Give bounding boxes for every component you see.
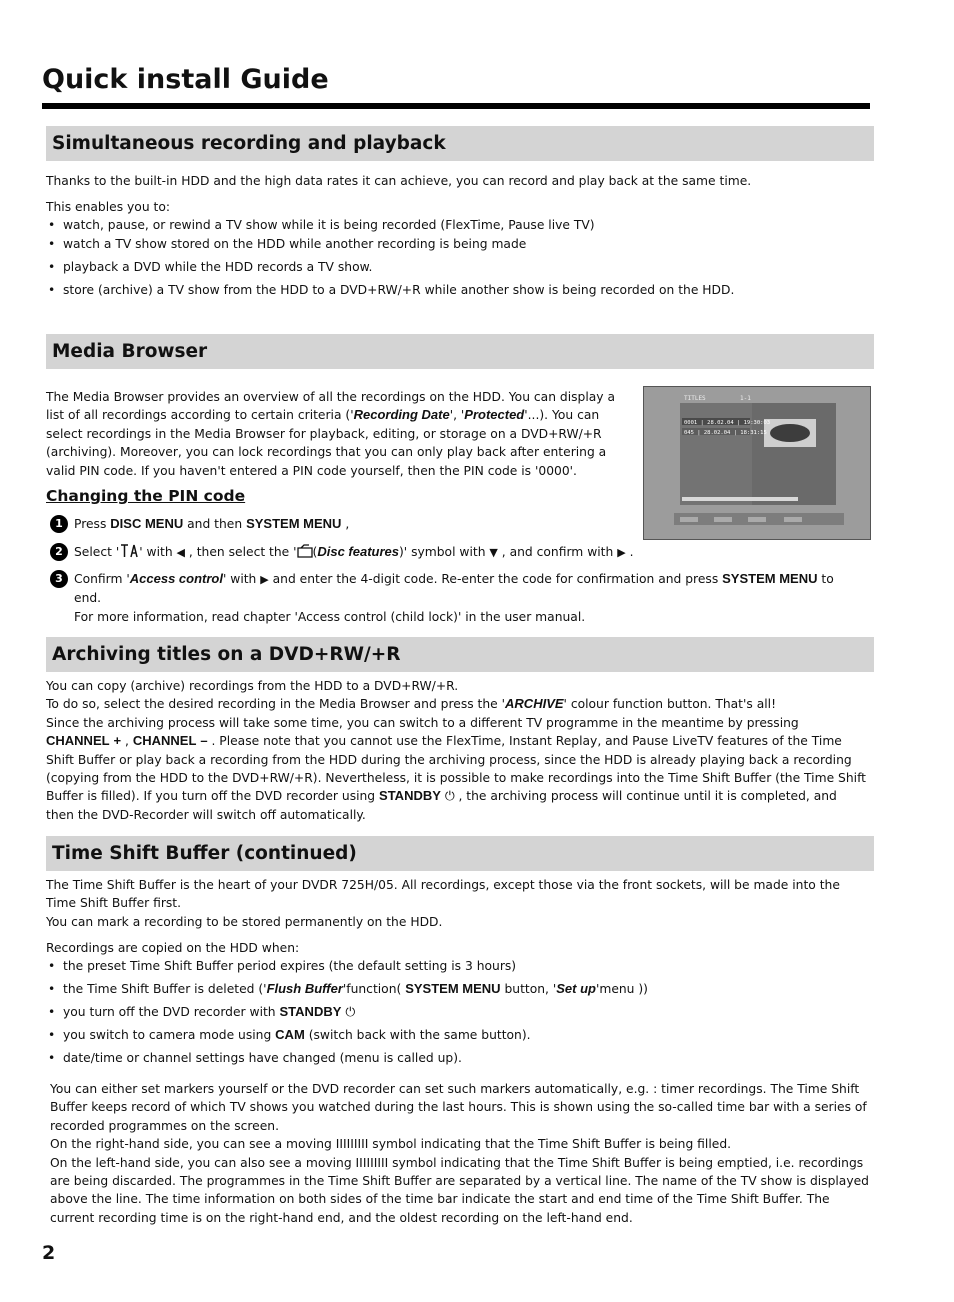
section-heading: Media Browser [52,341,208,362]
step-number: 2 [50,543,68,561]
time-shift-paragraph: The Time Shift Buffer is the heart of your DVDR 725H/05. All recordings, except those via the front sockets, will be made into the Time Shift Buffer first. You can mark a recording to be stored permanently on the HDD. [46,878,840,929]
list-item: • the preset Time Shift Buffer period expires (the default setting is 3 hours) [46,957,883,975]
list-item: • watch a TV show stored on the HDD while another recording is being made [46,235,883,253]
power-icon: ⏻ [444,789,455,804]
plus-icon: + [113,733,122,749]
triangle-right-icon: ▶ [260,573,269,586]
archiving-paragraph: You can copy (archive) recordings from the HDD to a DVD+RW/+R. To do so, select the desired recording in the Media Browser and press the 'ARCHIVE' colour function button. That's all! Since the archiving process will take some time, you can switch to a different TV programme in the meantime by pressing CHANNEL + , CHANNEL – . Please note that you cannot use the FlexTime, Instant Replay, and Pause LiveTV features of the Time Shift Buffer or play back a recording from the HDD during the archiving process, since the HDD is already playing back a recording (copying from the HDD to the DVD+RW/+R). Nevertheless, it is possible to make recordings into the Time Shift Buffer (the Time Shift Buffer is filled). If you turn off the DVD recorder using STANDBY ⏻ , the archiving process will continue until it is completed, and then the DVD-Recorder will switch off automatically. [46,679,866,822]
section-heading: Simultaneous recording and playback [52,133,446,154]
triangle-right-icon: ▶ [617,546,626,559]
screen-row-1: 0001 | 28.02.04 | 19:30:03 [684,420,771,426]
section-header-simultaneous [46,126,874,161]
step-3: Confirm 'Access control' with ▶ and enter the 4-digit code. Re-enter the code for confirmation and press SYSTEM MENU to end. For more information, read chapter 'Access control (child lock)' in the user manual. [74,571,834,624]
triangle-down-icon: ▼ [489,546,498,559]
step-2: Select ' ' with ◀ , then select the ' (Disc features)' symbol with ▼ , and confirm with ▶ . [74,544,634,559]
list-item: • playback a DVD while the HDD records a TV show. [46,258,883,276]
section-header-time-shift [46,836,874,871]
pin-code-heading: Changing the PIN code [46,487,246,505]
list-item: • store (archive) a TV show from the HDD to a DVD+RW/+R while another show is being recorded on the HDD. [46,281,883,299]
media-browser-paragraph: The Media Browser provides an overview of all the recordings on the HDD. You can display a list of all recordings according to certain criteria ('Recording Date', 'Protected'...). You can select recordings in the Media Browser for playback, editing, or storage on a DVD+RW/+R (archiving). Moreover, you can lock recordings that you can only play back after entering a valid PIN code. If you haven't entered a PIN code yourself, then the PIN code is '0000'. [46,390,616,478]
screen-header-left: TITLES [684,395,706,402]
list-item: • you turn off the DVD recorder with STANDBY ⏻ [46,1003,883,1021]
list-item: • date/time or channel settings have changed (menu is called up). [46,1049,883,1067]
section-heading: Archiving titles on a DVD+RW/+R [52,644,401,665]
time-bar-paragraph: You can either set markers yourself or the DVD recorder can set such markers automatically, e.g. : timer recordings. The Time Shift Buffer keeps record of which TV shows you watched during the last hours. This is shown using the so-called time bar with a series of recorded programmes on the screen. On the right-hand side, you can see a moving IIIIIIIII symbol indicating that the Time Shift Buffer is being filled. On the left-hand side, you can also see a moving IIIIIIIII symbol indicating that the Time Shift Buffer is being emptied, i.e. recordings are being discarded. The programmes in the Time Shift Buffer are separated by a vertical line. The name of the TV show is displayed above the line. The time information on both sides of the time bar indicate the start and end time of the Time Shift Buffer. The current recording time is on the right-hand end, and the oldest recording on the left-hand end. [50,1082,869,1225]
power-icon: ⏻ [345,1005,356,1019]
page-title: Quick install Guide [42,64,329,95]
page-number: 2 [42,1242,56,1264]
section-header-media-browser [46,334,874,369]
minus-icon: – [200,733,208,749]
step-number: 3 [50,570,68,588]
disc-features-icon [297,544,313,558]
triangle-left-icon: ◀ [176,546,185,559]
list-item: • the Time Shift Buffer is deleted ('Flush Buffer'function( SYSTEM MENU button, 'Set up'menu )) [46,980,883,998]
title-rule [42,103,870,109]
section-header-archiving [46,637,874,672]
step-1: Press DISC MENU and then SYSTEM MENU , [74,516,350,531]
screen-header-mid: 1-1 [740,395,751,402]
list-item: • watch, pause, or rewind a TV show while it is being recorded (FlexTime, Pause live TV) [46,216,883,234]
paragraph: This enables you to: [46,200,171,214]
paragraph: Recordings are copied on the HDD when: [46,941,300,955]
tools-icon [119,544,139,558]
screen-row-2: 045 | 28.02.04 | 18:31:15 [684,430,767,436]
paragraph: Thanks to the built-in HDD and the high data rates it can achieve, you can record and play back at the same time. [46,174,752,188]
section-heading: Time Shift Buffer (continued) [52,843,357,864]
list-item: • you switch to camera mode using CAM (switch back with the same button). [46,1026,883,1044]
step-number: 1 [50,515,68,533]
